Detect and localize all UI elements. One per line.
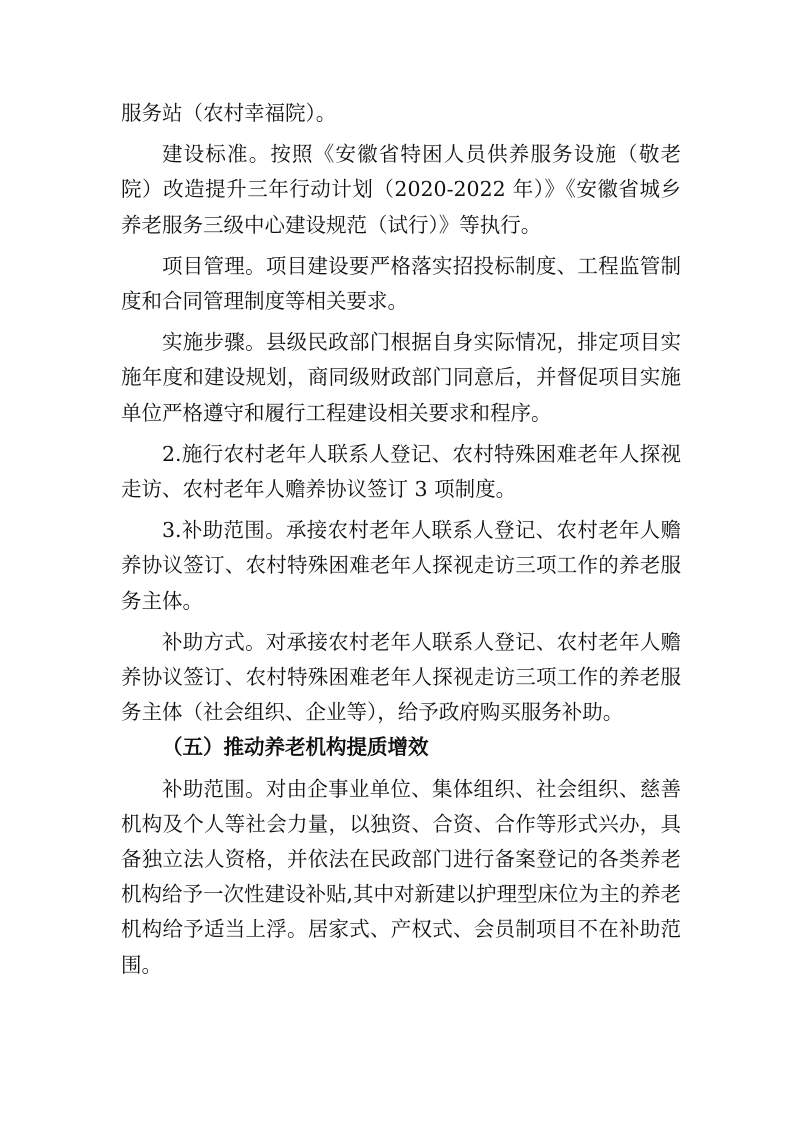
section-heading-5: （五）推动养老机构提质增效 <box>162 735 429 760</box>
paragraph-implementation-steps: 实施步骤。县级民政部门根据自身实际情况，排定项目实施年度和建设规划，商同级财政部门同意后，并督促项目实施单位严格遵守和履行工程建设相关要求和程序。 <box>121 330 681 425</box>
paragraph-project-management: 项目管理。项目建设要严格落实招投标制度、工程监管制度和合同管理制度等相关要求。 <box>121 253 681 314</box>
paragraph-subsidy-scope: 补助范围。对由企事业单位、集体组织、社会组织、慈善机构及个人等社会力量，以独资、合资、合作等形式兴办，具备独立法人资格，并依法在民政部门进行备案登记的各类养老机构给予一次性建设补贴,其中对新建以护理型床位为主的养老机构给予适当上浮。居家式、产权式、会员制项目不在补助范围。 <box>121 776 682 977</box>
document-page <box>121 96 681 983</box>
paragraph-1: 服务站（农村幸福院）。 <box>121 101 337 125</box>
paragraph-item-3: 3.补助范围。承接农村老年人联系人登记、农村老年人赡养协议签订、农村特殊困难老年人探视走访三项工作的养老服务主体。 <box>121 518 681 613</box>
paragraph-subsidy-method: 补助方式。对承接农村老年人联系人登记、农村老年人赡养协议签订、农村特殊困难老年人探视走访三项工作的养老服务主体（社会组织、企业等），给予政府购买服务补助。 <box>121 629 681 725</box>
paragraph-construction-standard: 建设标准。按照《安徽省特困人员供养服务设施（敬老院）改造提升三年行动计划（2020-2022 年）》《安徽省城乡养老服务三级中心建设规范（试行）》等执行。 <box>121 142 681 237</box>
paragraph-item-2: 2.施行农村老年人联系人登记、农村特殊困难老年人探视走访、农村老年人赡养协议签订 3 项制度。 <box>121 441 681 502</box>
